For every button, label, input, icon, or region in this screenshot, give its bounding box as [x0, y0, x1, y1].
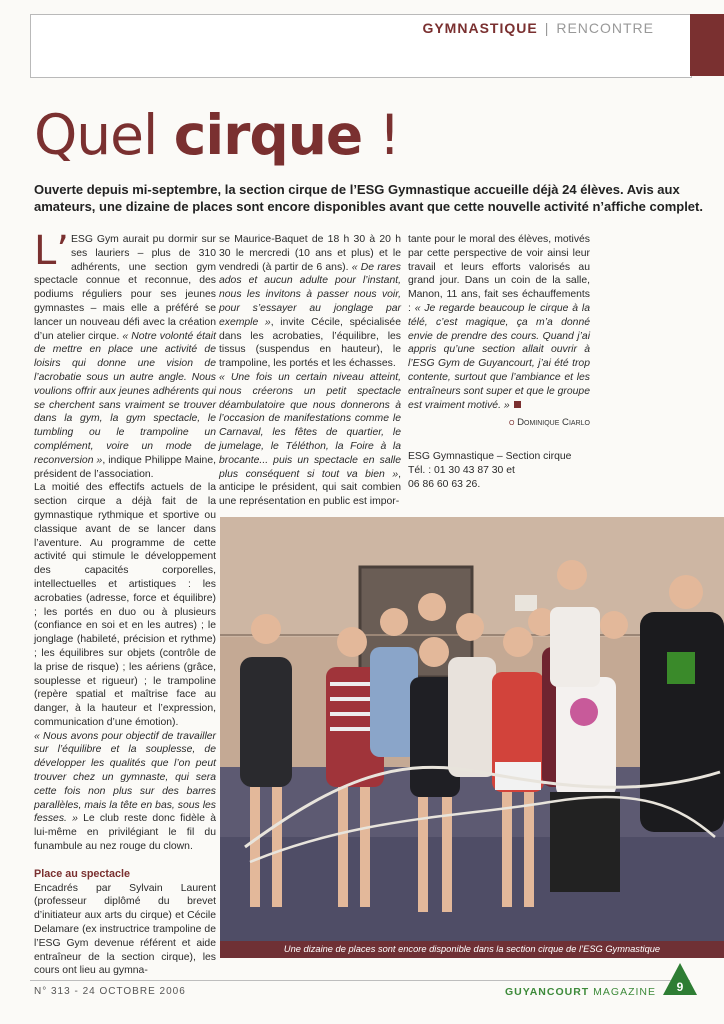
text-span: tante pour le moral des élèves, motivés par cette perspective de voir ainsi leur travail et leurs efforts valorisés au grand jour. Dans un coin de la salle, Manon, 11 ans, fait ses échauffements :	[408, 234, 590, 314]
photo-caption: Une dizaine de places sont encore disponible dans la section cirque de l’ESG Gymnastique	[220, 941, 724, 958]
quote: « De rares ados et aucun adulte pour l’instant, nous les invitons à passer nous voir, pour s’essayer au jonglage par exemple »	[219, 261, 401, 328]
title-part-2: cirque	[173, 103, 363, 167]
drop-cap: L’	[34, 228, 69, 274]
subsection-name: RENCONTRE	[556, 20, 654, 36]
contact-phone-2: 06 86 60 63 26.	[408, 479, 481, 491]
bullet-icon: o	[508, 417, 515, 429]
paragraph-goal	[34, 730, 216, 854]
footer-divider	[30, 980, 690, 981]
section-label	[422, 20, 654, 36]
paragraph-program: La moitié des effectifs actuels de la section cirque a déjà fait de la gymnastique rythmique et sportive ou classique avant de se lancer dans l’aventure. Au programme de cette activité qui stimule le développement des capacités corporelles, intellectuelles et artistiques : les acrobaties (adresse, force et équilibre) ; les portés en duo ou à plusieurs (confiance en soi et en les autres) ; le jonglage (habileté, précision et rythme) ; les équilibres sur objets (contrôle de la prise de risque) ; les aériens (grâce, souplesse et rigueur) ; le trampoline (repère spatial et maîtrise face au danger, à la hauteur et l’expression, communication d’une émotion).	[34, 482, 216, 728]
author-byline	[408, 416, 590, 430]
magazine-name-light: MAGAZINE	[589, 986, 656, 998]
subheading: Place au spectacle	[34, 867, 131, 880]
paragraph-manon	[408, 233, 590, 412]
column-2	[219, 233, 401, 509]
author-name: Dominique Ciarlo	[517, 417, 590, 429]
text-span: ESG Gym aurait pu dormir sur ses lauriers – plus de 310 adhérents, une section gym spectacle connue et reconnue, des podiums réguliers pour ses jeunes gymnastes – mais elle a préféré se lancer un nouveau défi avec la création d’un atelier cirque.	[34, 234, 216, 342]
group-photo	[220, 517, 724, 958]
title-part-1: Quel	[34, 103, 174, 167]
article-lead: Ouverte depuis mi-septembre, la section cirque de l’ESG Gymnastique accueille déjà 24 élèves. Avis aux amateurs, une dizaine de places sont encore disponibles avant que cette nouvelle activité n’affiche complet.	[34, 182, 703, 214]
paragraph-schedule	[219, 233, 401, 371]
contact-phone-1: Tél. : 01 30 43 87 30 et	[408, 465, 515, 477]
paragraph-coaches: Encadrés par Sylvain Laurent (professeur diplômé du brevet d’initiateur aux arts du cirque) et Cécile Delamare (ex instructrice trampoline de l’ESG Gym devenue référent et aide entraîneur de la section cirque), les cours ont lieu au gymna-	[34, 882, 216, 977]
end-mark	[514, 401, 521, 408]
magazine-name	[505, 986, 656, 998]
column-1	[34, 228, 217, 978]
paragraph-show	[219, 371, 401, 509]
text-span: , invite Cécile, spécialisée dans les acrobaties, l’équilibre, les tissus (suspendus en hauteur), le trampoline, les portés et les échasses.	[219, 316, 401, 370]
section-separator: |	[544, 20, 550, 36]
issue-date: N° 313 - 24 OCTOBRE 2006	[34, 986, 186, 997]
quote: « Je regarde beaucoup le cirque à la télé, c’est magique, ça m’a donné envie de prendre des cours. Quand j’ai appris qu’une section allait ouvrir à l’ESG Gym de Guyancourt, j’ai été trop contente, surtout que l’ambiance et les entraîneurs sont super et que le groupe est vraiment motivé. »	[408, 302, 590, 411]
header-accent-bar	[690, 14, 724, 76]
column-3	[408, 233, 590, 492]
article-title	[34, 103, 400, 167]
paragraph-intro	[34, 228, 217, 481]
photo-illustration	[220, 517, 724, 958]
text-span: , indique Philippe Maine, président de l’association.	[34, 454, 216, 480]
contact-name: ESG Gymnastique – Section cirque	[408, 451, 572, 463]
magazine-name-bold: GUYANCOURT	[504, 986, 590, 998]
title-part-3: !	[362, 103, 400, 167]
quote: « Nous avons pour objectif de travailler sur l’équilibre et la souplesse, de développer les qualités que l’on peut trouver chez un gymnaste, qui sera cette fois non plus sur des barres parallèles, mais la tête en bas, sous les fesses. »	[34, 730, 216, 825]
quote: « Une fois un certain niveau atteint, nous créerons un petit spectacle déambulatoire que nous donnerons à l’occasion de manifestations comme le Carnaval, les fêtes de quartier, le jumelage, le Téléthon, la Foire à la brocante... puis un spectacle en salle plus conséquent si tout va bien »	[219, 371, 401, 480]
text-span: Le club reste donc fidèle à lui-même en privilégiant le fil du funambule au nez rouge du clown.	[34, 813, 216, 853]
text-span: se Maurice-Baquet de 18 h 30 à 20 h 30 le mercredi (10 ans et plus) et le vendredi (à partir de 6 ans).	[219, 234, 401, 273]
contact-box	[408, 450, 590, 492]
page-number: 9	[676, 980, 684, 994]
quote: « Notre volonté était de mettre en place une activité de loisirs qui donne une vision de l’acrobatie sous un autre angle. Nous voulions offrir aux jeunes adhérents qui se cherchent sans vraiment se trouver dans la gym, la gym spectacle, le tumbling ou le trampoline un complément, voire un mode de reconversion »	[34, 330, 217, 466]
section-name: GYMNASTIQUE	[422, 20, 538, 36]
text-span: , anticipe le président, qui sait combien une représentation en public est impor-	[219, 468, 401, 508]
